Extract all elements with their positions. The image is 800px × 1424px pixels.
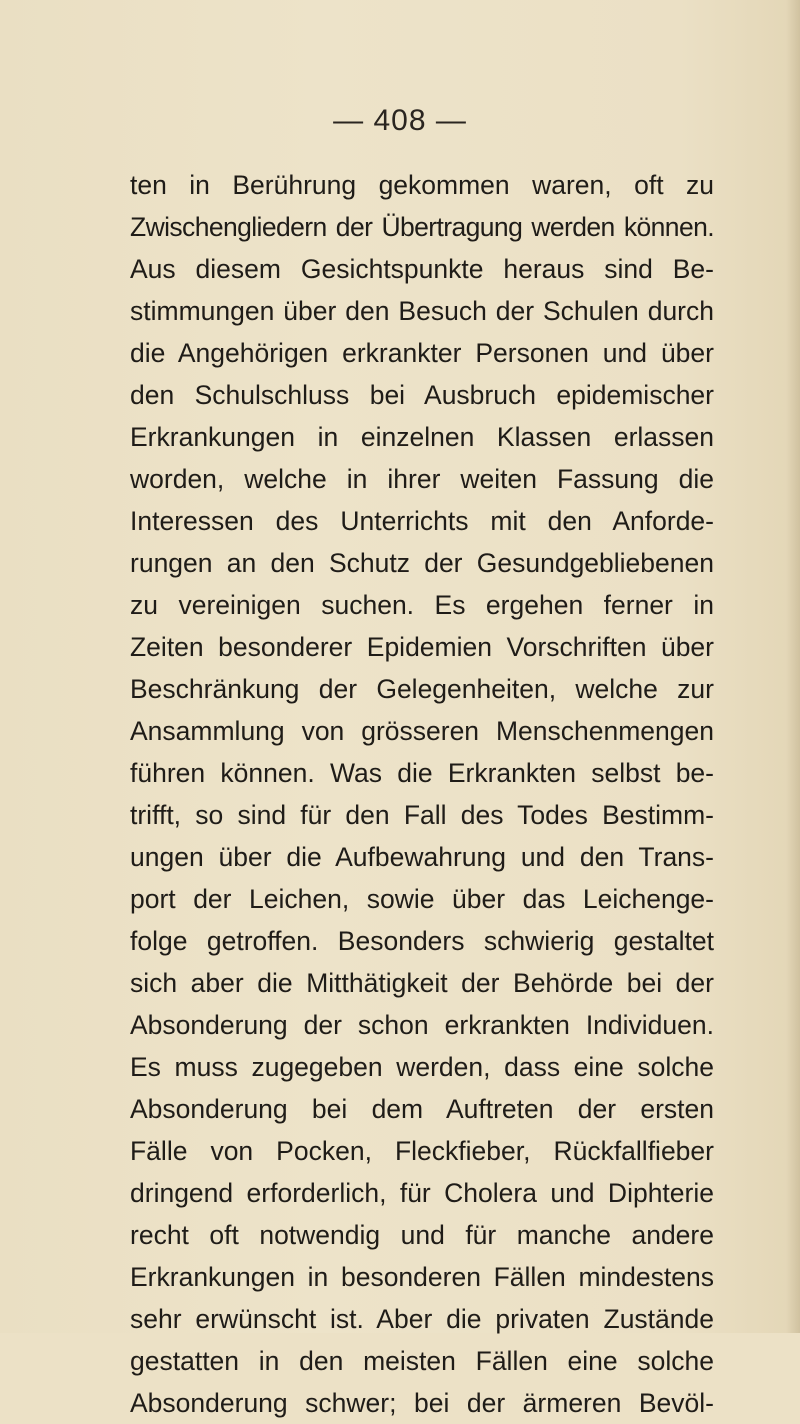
text-line: worden, welche in ihrer weiten Fassung die [130,464,714,494]
text-line: Zeiten besonderer Epidemien Vorschriften über [130,632,714,662]
text-line: ungen über die Aufbewahrung und den Trans- [130,842,714,872]
text-line: Zwischengliedern der Übertragung werden können. [130,212,714,242]
text-line: sich aber die Mitthätigkeit der Behörde bei der [130,968,714,998]
text-line: port der Leichen, sowie über das Leichenge- [130,884,714,914]
text-line: führen können. Was die Erkrankten selbst be- [130,758,714,788]
body-text [130,164,714,1424]
text-line: die Angehörigen erkrankter Personen und über [130,338,714,368]
text-line: Fälle von Pocken, Fleckfieber, Rückfallfieber [130,1136,714,1166]
text-line: recht oft notwendig und für manche andere [130,1220,714,1250]
text-line: rungen an den Schutz der Gesundgebliebenen [130,548,714,578]
text-line: folge getroffen. Besonders schwierig gestaltet [130,926,714,956]
text-line: sehr erwünscht ist. Aber die privaten Zustände [130,1304,714,1334]
text-line: Absonderung bei dem Auftreten der ersten [130,1094,714,1124]
text-line: dringend erforderlich, für Cholera und Diphterie [130,1178,714,1208]
text-line: ten in Berührung gekommen waren, oft zu [130,170,714,200]
text-line: Aus diesem Gesichtspunkte heraus sind Be- [130,254,714,284]
page-number: — 408 — [333,104,467,137]
text-line: Erkrankungen in besonderen Fällen mindestens [130,1262,714,1292]
text-line: zu vereinigen suchen. Es ergehen ferner in [130,590,714,620]
text-line: Absonderung schwer; bei der ärmeren Bevöl- [130,1388,714,1418]
text-line: Interessen des Unterrichts mit den Anforde- [130,506,714,536]
text-line: Erkrankungen in einzelnen Klassen erlassen [130,422,714,452]
page-edge-shadow [786,0,800,1333]
text-line: gestatten in den meisten Fällen eine solche [130,1346,714,1376]
text-line: Beschränkung der Gelegenheiten, welche zur [130,674,714,704]
text-line: den Schulschluss bei Ausbruch epidemischer [130,380,714,410]
text-line: Es muss zugegeben werden, dass eine solche [130,1052,714,1082]
text-line: stimmungen über den Besuch der Schulen durch [130,296,714,326]
text-line: Absonderung der schon erkrankten Individuen. [130,1010,714,1040]
text-line: trifft, so sind für den Fall des Todes Bestimm- [130,800,714,830]
text-line: Ansammlung von grösseren Menschenmengen [130,716,714,746]
